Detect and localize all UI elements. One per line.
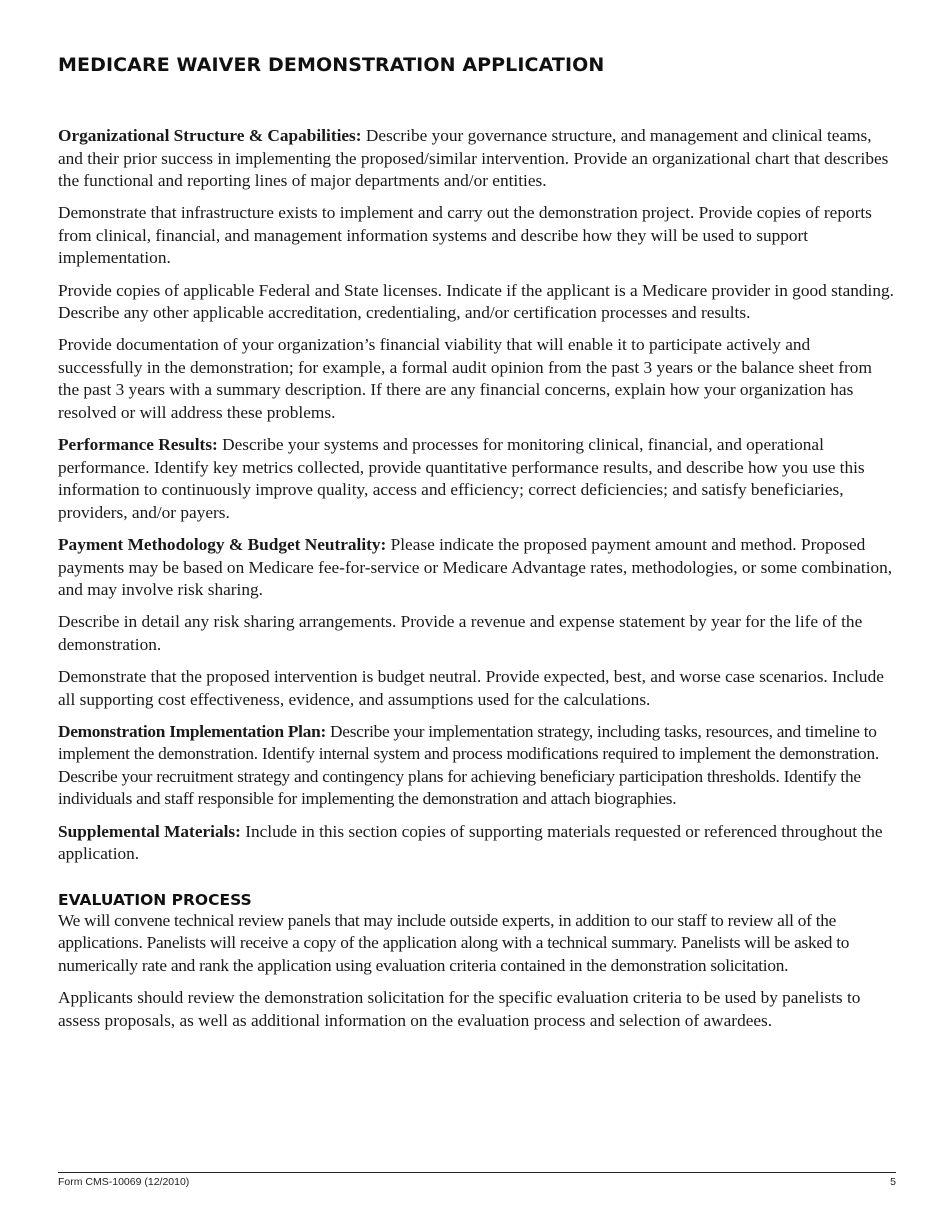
org-structure-text: Describe your governance structure, and management and clinical teams, and their prior success in implementing the proposed/similar intervention. Provide an organizational chart that describes the functional and reporting lines of major departments and/or entities. bbox=[58, 126, 889, 191]
performance-label: Performance Results: bbox=[58, 435, 218, 455]
org-structure-paragraph bbox=[58, 125, 896, 193]
org-structure-label: Organizational Structure & Capabilities: bbox=[58, 126, 362, 145]
supplemental-label: Supplemental Materials: bbox=[58, 821, 241, 841]
supplemental-paragraph bbox=[58, 821, 896, 866]
infrastructure-paragraph: Demonstrate that infrastructure exists to implement and carry out the demonstration project. Provide copies of reports from clinical, financial, and management information systems and describe how they will be used to support implementation. bbox=[58, 203, 872, 268]
page-title: MEDICARE WAIVER DEMONSTRATION APPLICATION bbox=[58, 54, 605, 76]
payment-label: Payment Methodology & Budget Neutrality: bbox=[58, 535, 387, 554]
performance-paragraph bbox=[58, 434, 896, 524]
financial-viability-paragraph: Provide documentation of your organization’s financial viability that will enable it to participate actively and successfully in the demonstration; for example, a formal audit opinion from the past 3 years or the balance sheet from the past 3 years with a summary description. If there are any financial concerns, explain how your organization has resolved or will address these problems. bbox=[58, 335, 872, 423]
page-number: 5 bbox=[890, 1176, 896, 1188]
implementation-label: Demonstration Implementation Plan: bbox=[58, 721, 326, 741]
evaluation-paragraph-2: Applicants should review the demonstration solicitation for the specific evaluation criteria to be used by panelists to assess proposals, as well as additional information on the evaluation process and selection of awardees. bbox=[58, 988, 861, 1030]
evaluation-heading: EVALUATION PROCESS bbox=[58, 890, 252, 909]
payment-paragraph bbox=[58, 534, 896, 602]
supplemental-text: Include in this section copies of supporting materials requested or referenced throughout the application. bbox=[58, 821, 883, 864]
evaluation-paragraph-1: We will convene technical review panels that may include outside experts, in addition to our staff to review all of the applications. Panelists will receive a copy of the application along with a technical summary. Panelists will be asked to numerically rate and rank the application using evaluation criteria contained in the demonstration solicitation. bbox=[58, 910, 850, 975]
implementation-paragraph bbox=[58, 721, 896, 811]
budget-neutral-paragraph: Demonstrate that the proposed intervention is budget neutral. Provide expected, best, and worse case scenarios. Include all supporting cost effectiveness, evidence, and assumptions used for the calculations. bbox=[58, 666, 884, 709]
performance-text: Describe your systems and processes for monitoring clinical, financial, and operational performance. Identify key metrics collected, provide quantitative performance results, and describe how you use this information to continuously improve quality, access and efficiency; correct deficiencies; and satisfy beneficiaries, providers, and/or payers. bbox=[58, 435, 865, 522]
footer-divider bbox=[58, 1172, 896, 1173]
form-number: Form CMS-10069 (12/2010) bbox=[58, 1176, 190, 1188]
risk-sharing-paragraph: Describe in detail any risk sharing arrangements. Provide a revenue and expense statement by year for the life of the demonstration. bbox=[58, 612, 863, 654]
implementation-text: Describe your implementation strategy, including tasks, resources, and timeline to implement the demonstration. Identify internal system and process modifications required to implement the demonstration. Describe your recruitment strategy and contingency plans for achieving beneficiary participation thresholds. Identify the individuals and staff responsible for implementing the demonstration and attach biographies. bbox=[58, 721, 879, 809]
licenses-paragraph: Provide copies of applicable Federal and State licenses. Indicate if the applicant is a Medicare provider in good standing. Describe any other applicable accreditation, credentialing, and/or certification processes and results. bbox=[58, 280, 894, 323]
application-content bbox=[58, 125, 896, 1042]
payment-text: Please indicate the proposed payment amount and method. Proposed payments may be based on Medicare fee-for-service or Medicare Advantage rates, methodologies, or some combination, and may involve risk sharing. bbox=[58, 535, 893, 600]
